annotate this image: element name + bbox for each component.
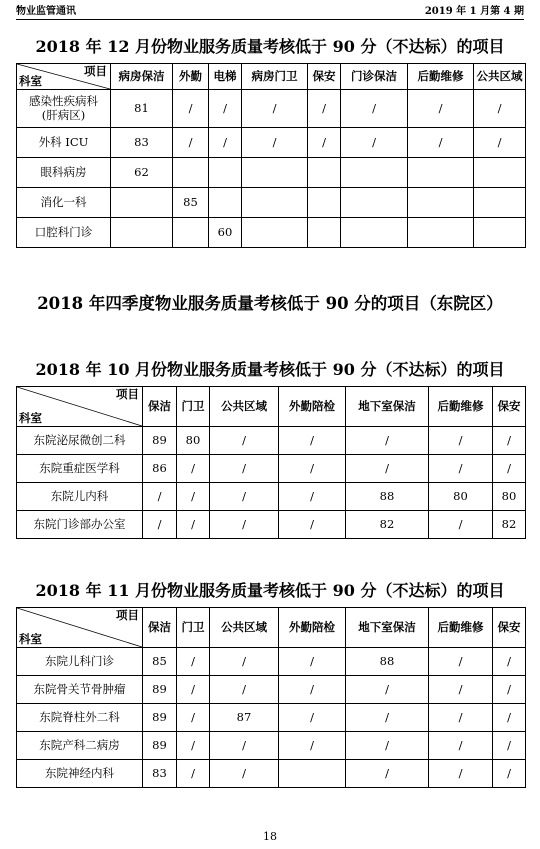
score-cell: /	[346, 676, 429, 704]
table-header-row	[17, 64, 526, 90]
column-header: 公共区域	[474, 64, 526, 90]
score-cell: /	[493, 427, 526, 455]
score-cell: /	[210, 455, 279, 483]
table-november	[16, 607, 526, 788]
table-row	[17, 90, 526, 128]
score-cell: /	[429, 732, 493, 760]
score-cell: /	[493, 760, 526, 788]
score-cell: /	[341, 128, 408, 158]
score-cell: /	[474, 90, 526, 128]
score-cell	[474, 218, 526, 248]
table-october	[16, 386, 526, 539]
column-header: 外勤陪检	[279, 387, 346, 427]
score-cell: /	[177, 511, 210, 539]
score-cell: /	[408, 90, 474, 128]
score-cell: /	[341, 90, 408, 128]
corner-label-department: 科室	[19, 73, 42, 88]
score-cell: /	[210, 483, 279, 511]
column-header: 保安	[308, 64, 341, 90]
score-cell: 89	[143, 704, 177, 732]
score-cell: /	[279, 732, 346, 760]
score-cell: /	[173, 90, 209, 128]
score-cell: 86	[143, 455, 177, 483]
table-row	[17, 455, 526, 483]
score-cell: /	[279, 648, 346, 676]
score-cell: /	[177, 732, 210, 760]
score-cell	[341, 158, 408, 188]
department-cell: 东院脊柱外二科	[17, 704, 143, 732]
score-cell: /	[493, 455, 526, 483]
score-cell: /	[346, 427, 429, 455]
score-cell: /	[177, 760, 210, 788]
score-cell: 88	[346, 648, 429, 676]
department-cell: 东院骨关节骨肿瘤	[17, 676, 143, 704]
department-cell: 东院儿科门诊	[17, 648, 143, 676]
score-cell	[308, 188, 341, 218]
column-header: 后勤维修	[408, 64, 474, 90]
page-header	[16, 3, 524, 20]
score-cell	[408, 158, 474, 188]
score-cell	[341, 218, 408, 248]
score-cell	[173, 218, 209, 248]
score-cell: 60	[209, 218, 242, 248]
column-header: 后勤维修	[429, 387, 493, 427]
score-cell: 88	[346, 483, 429, 511]
score-cell: /	[173, 128, 209, 158]
score-cell: /	[493, 704, 526, 732]
score-cell: /	[209, 90, 242, 128]
table-row	[17, 218, 526, 248]
score-cell	[242, 188, 308, 218]
score-cell	[111, 218, 173, 248]
score-cell: /	[210, 427, 279, 455]
score-cell	[209, 158, 242, 188]
table-row	[17, 704, 526, 732]
score-cell: 83	[111, 128, 173, 158]
score-cell	[242, 218, 308, 248]
score-cell: /	[209, 128, 242, 158]
score-cell: /	[408, 128, 474, 158]
score-cell: 81	[111, 90, 173, 128]
score-cell: 89	[143, 676, 177, 704]
score-cell: /	[346, 760, 429, 788]
column-header: 门卫	[177, 608, 210, 648]
score-cell: /	[493, 648, 526, 676]
table-row	[17, 427, 526, 455]
column-header: 保洁	[143, 608, 177, 648]
column-header: 外勤	[173, 64, 209, 90]
department-cell: 东院重症医学科	[17, 455, 143, 483]
column-header: 保安	[493, 608, 526, 648]
score-cell	[279, 760, 346, 788]
column-header: 公共区域	[210, 608, 279, 648]
department-cell: 东院儿内科	[17, 483, 143, 511]
score-cell: 89	[143, 427, 177, 455]
column-header: 门诊保洁	[341, 64, 408, 90]
score-cell: /	[474, 128, 526, 158]
score-cell: /	[210, 511, 279, 539]
column-header: 病房保洁	[111, 64, 173, 90]
score-cell	[173, 158, 209, 188]
score-cell	[474, 158, 526, 188]
score-cell: /	[308, 128, 341, 158]
score-cell: /	[177, 455, 210, 483]
header-corner-cell	[17, 387, 143, 427]
table-1-title: 2018 年 12 月份物业服务质量考核低于 90 分（不达标）的项目	[35, 37, 505, 56]
corner-label-project: 项目	[116, 608, 139, 622]
score-cell: 80	[429, 483, 493, 511]
score-cell: /	[143, 483, 177, 511]
column-header: 公共区域	[210, 387, 279, 427]
score-cell: /	[177, 648, 210, 676]
header-corner-cell	[17, 64, 111, 90]
department-cell: 东院产科二病房	[17, 732, 143, 760]
department-cell: 东院神经内科	[17, 760, 143, 788]
corner-label-project: 项目	[84, 64, 107, 78]
table-row	[17, 511, 526, 539]
score-cell: /	[346, 455, 429, 483]
table-2-title: 2018 年 10 月份物业服务质量考核低于 90 分（不达标）的项目	[35, 360, 505, 379]
table-header-row	[17, 387, 526, 427]
score-cell	[308, 218, 341, 248]
header-issue: 2019 年 1 月第 4 期	[424, 6, 524, 17]
score-cell: /	[279, 483, 346, 511]
score-cell: /	[177, 483, 210, 511]
score-cell: /	[429, 676, 493, 704]
score-cell	[308, 158, 341, 188]
score-cell	[209, 188, 242, 218]
table-row	[17, 188, 526, 218]
score-cell: 80	[177, 427, 210, 455]
column-header: 地下室保洁	[346, 387, 429, 427]
score-cell: 89	[143, 732, 177, 760]
score-cell: /	[429, 648, 493, 676]
score-cell: /	[279, 676, 346, 704]
score-cell: 82	[346, 511, 429, 539]
header-corner-cell	[17, 608, 143, 648]
score-cell	[242, 158, 308, 188]
score-cell: /	[143, 511, 177, 539]
column-header: 后勤维修	[429, 608, 493, 648]
column-header: 病房门卫	[242, 64, 308, 90]
section-title: 2018 年四季度物业服务质量考核低于 90 分的项目（东院区）	[37, 294, 503, 313]
score-cell: /	[429, 511, 493, 539]
corner-label-department: 科室	[19, 631, 42, 646]
header-publication: 物业监管通讯	[16, 6, 76, 17]
column-header: 地下室保洁	[346, 608, 429, 648]
table-row	[17, 483, 526, 511]
table-header-row	[17, 608, 526, 648]
score-cell: 85	[143, 648, 177, 676]
score-cell	[474, 188, 526, 218]
department-cell: 感染性疾病科 (肝病区)	[17, 90, 111, 128]
score-cell: /	[493, 732, 526, 760]
score-cell: 85	[173, 188, 209, 218]
score-cell: /	[429, 760, 493, 788]
score-cell: /	[210, 676, 279, 704]
score-cell: /	[177, 704, 210, 732]
corner-label-project: 项目	[116, 387, 139, 401]
score-cell: /	[210, 732, 279, 760]
department-cell: 外科 ICU	[17, 128, 111, 158]
score-cell: /	[308, 90, 341, 128]
score-cell: 83	[143, 760, 177, 788]
score-cell: /	[279, 427, 346, 455]
score-cell: /	[177, 676, 210, 704]
score-cell: 87	[210, 704, 279, 732]
department-cell: 东院门诊部办公室	[17, 511, 143, 539]
score-cell	[341, 188, 408, 218]
score-cell: /	[279, 704, 346, 732]
table-row	[17, 158, 526, 188]
column-header: 门卫	[177, 387, 210, 427]
score-cell: 62	[111, 158, 173, 188]
department-cell: 眼科病房	[17, 158, 111, 188]
score-cell: /	[346, 704, 429, 732]
department-cell: 口腔科门诊	[17, 218, 111, 248]
department-cell: 消化一科	[17, 188, 111, 218]
score-cell: /	[429, 455, 493, 483]
score-cell: /	[210, 760, 279, 788]
score-cell: /	[279, 511, 346, 539]
score-cell	[111, 188, 173, 218]
score-cell: 80	[493, 483, 526, 511]
table-3-title: 2018 年 11 月份物业服务质量考核低于 90 分（不达标）的项目	[35, 581, 505, 600]
department-cell: 东院泌尿微创二科	[17, 427, 143, 455]
score-cell: /	[493, 676, 526, 704]
table-december	[16, 63, 526, 248]
table-row	[17, 128, 526, 158]
table-row	[17, 760, 526, 788]
column-header: 保洁	[143, 387, 177, 427]
score-cell: /	[242, 90, 308, 128]
page-number: 18	[263, 830, 277, 843]
score-cell: /	[242, 128, 308, 158]
table-row	[17, 648, 526, 676]
score-cell: /	[210, 648, 279, 676]
score-cell	[408, 218, 474, 248]
score-cell: 82	[493, 511, 526, 539]
score-cell: /	[429, 427, 493, 455]
column-header: 电梯	[209, 64, 242, 90]
score-cell: /	[346, 732, 429, 760]
column-header: 外勤陪检	[279, 608, 346, 648]
score-cell	[408, 188, 474, 218]
column-header: 保安	[493, 387, 526, 427]
corner-label-department: 科室	[19, 410, 42, 425]
score-cell: /	[279, 455, 346, 483]
table-row	[17, 676, 526, 704]
table-row	[17, 732, 526, 760]
score-cell: /	[429, 704, 493, 732]
